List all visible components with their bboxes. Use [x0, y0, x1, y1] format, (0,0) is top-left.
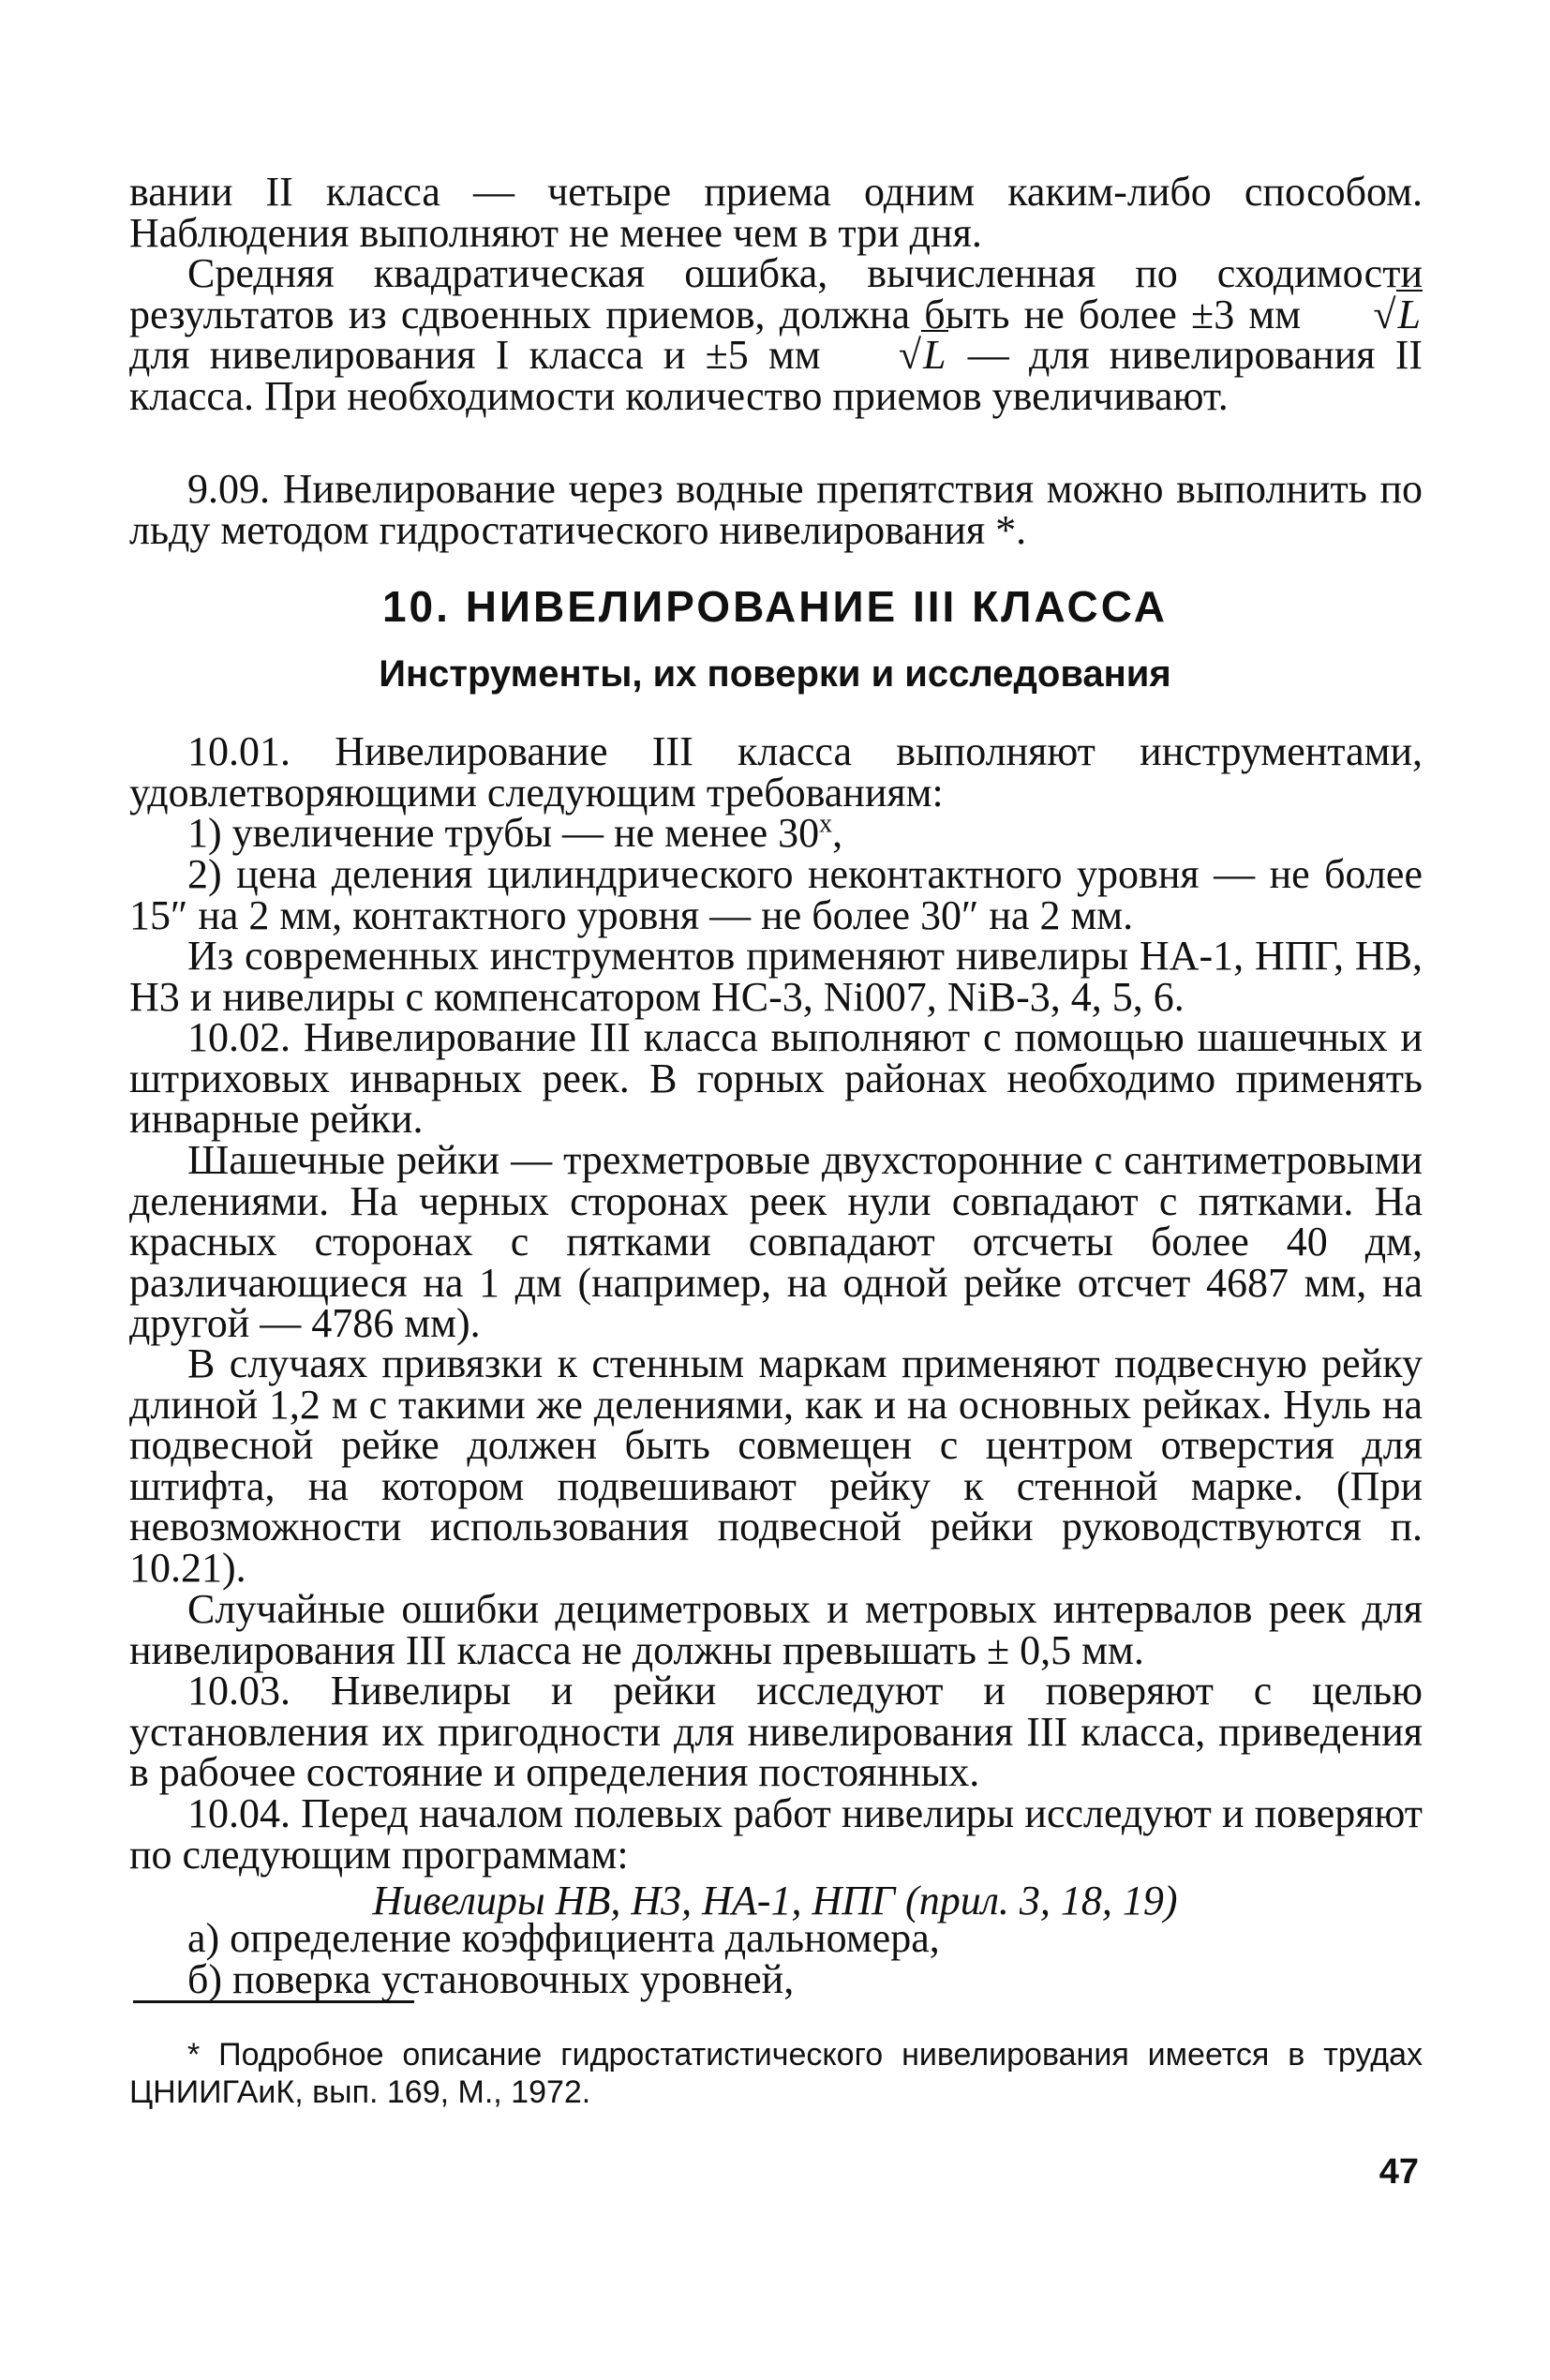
footnote-rule [133, 2000, 414, 2003]
subsection-heading: Инструменты, их поверки и исследования [379, 653, 1171, 695]
paragraph-checker-staffs: Шашечные рейки — трехметровые двухсторонние с сантиметровыми делениями. На черных сторонах реек нули совпадают с пятками. На красных сторонах с пятками совпадают отсчеты более 40 дм, различающиеся на 1 дм (например, на одной рейке отсчет 4687 мм, на другой — 4786 мм). [129, 1137, 1423, 1346]
sqrt-symbol: √ [898, 332, 922, 378]
sqrt-L-1 [1315, 291, 1423, 337]
sqrt-var: L [1397, 291, 1421, 337]
list-item-b: б) поверка установочных уровней, [187, 1956, 795, 2002]
sqrt-symbol: √ [1373, 291, 1396, 337]
paragraph-wall-marks: В случаях привязки к стенным маркам применяют подвесную рейку длиной 1,2 м с такими же делениями, как и на основных рейках. Нуль на подвесной рейке должен быть совмещен с центром отверстия для штифта, на котором подвешивают рейку к стенной марке. (При невозможности использования подвесной рейки руководствуются п. 10.21). [129, 1340, 1423, 1591]
paragraph-continuation: вании II класса — четыре приема одним каким-либо способом. Наблюдения выполняют не менее чем в три дня. [129, 169, 1423, 256]
page-number: 47 [1379, 2152, 1419, 2192]
paragraph-instruments: Из современных инструментов применяют нивелиры НА-1, НПГ, НВ, Н3 и нивелиры с компенсатором НС-3, Ni007, NiB-3, 4, 5, 6. [129, 933, 1423, 1020]
list-item-2: 2) цена деления цилиндрического неконтактного уровня — не более 15″ на 2 мм, контактного уровня — не более 30″ на 2 мм. [129, 851, 1423, 938]
rms-text-b: для нивелирования I класса и ±5 мм [129, 332, 821, 378]
list-item-1 [129, 809, 1423, 856]
paragraph-rms-error [129, 250, 1423, 419]
rms-text-c: — для нивелирования II класса. При необходимости количество приемов увеличивают. [129, 332, 1423, 419]
paragraph-9-09: 9.09. Нивелирование через водные препятствия можно выполнить по льду методом гидростатического нивелирования *. [129, 466, 1423, 553]
item1-sup: х [819, 809, 833, 839]
paragraph-random-errors: Случайные ошибки дециметровых и метровых интервалов реек для нивелирования III класса не должны превышать ± 0,5 мм. [129, 1586, 1423, 1673]
sqrt-var: L [923, 332, 946, 378]
sqrt-L-2 [841, 332, 948, 378]
section-heading: 10. НИВЕЛИРОВАНИЕ III КЛАССА [381, 582, 1169, 631]
item1-text: 1) увеличение трубы — не менее 30 [187, 810, 820, 856]
italic-subheading: Нивелиры НВ, Н3, НА-1, НПГ (прил. 3, 18, 19) [372, 1878, 1178, 1923]
item1-end: , [832, 810, 843, 856]
list-item-a: а) определение коэффициента дальномера, [187, 1915, 940, 1961]
paragraph-10-02: 10.02. Нивелирование III класса выполняют с помощью шашечных и штриховых инварных реек. В горных районах необходимо применять инварные рейки. [129, 1014, 1423, 1142]
paragraph-10-03: 10.03. Нивелиры и рейки исследуют и поверяют с целью установления их пригодности для нивелирования III класса, приведения в рабочее состояние и определения постоянных. [129, 1668, 1423, 1795]
paragraph-10-01: 10.01. Нивелирование III класса выполняют инструментами, удовлетворяющими следующим требованиям: [129, 728, 1423, 816]
paragraph-10-04: 10.04. Перед началом полевых работ нивелиры исследуют и поверяют по следующим программам: [129, 1790, 1423, 1878]
footnote: * Подробное описание гидростатистического нивелирования имеется в трудах ЦНИИГАиК, вып. 169, М., 1972. [129, 2037, 1423, 2110]
rms-text-a: Средняя квадратическая ошибка, вычисленная по сходимости результатов из сдвоенных приемов, должна быть не более ±3 мм [129, 250, 1423, 337]
